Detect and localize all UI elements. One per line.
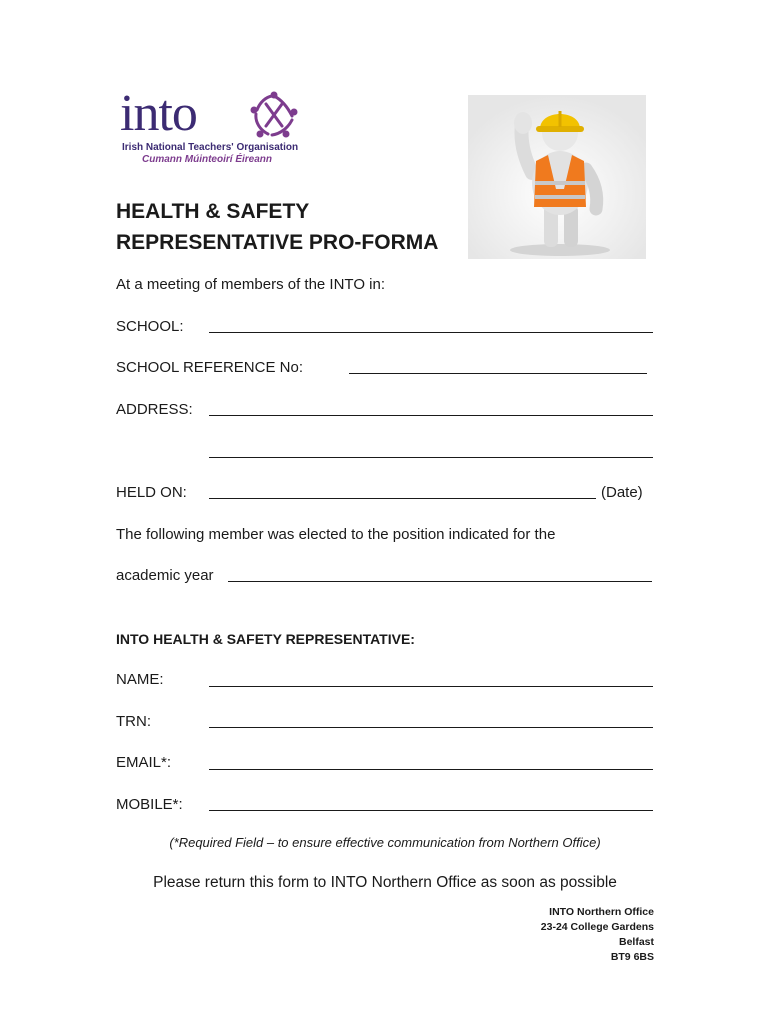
mobile-label: MOBILE*: <box>116 796 183 813</box>
address-field-line2[interactable] <box>209 457 653 458</box>
address-field-line1[interactable] <box>209 415 653 416</box>
form-title-line2: REPRESENTATIVE PRO-FORMA <box>116 231 439 254</box>
held-on-date-field[interactable] <box>209 498 596 499</box>
required-field-note: (*Required Field – to ensure effective communication from Northern Office) <box>169 835 601 850</box>
email-field[interactable] <box>209 769 653 770</box>
school-ref-label: SCHOOL REFERENCE No: <box>116 359 303 376</box>
date-suffix: (Date) <box>601 484 643 501</box>
name-label: NAME: <box>116 671 164 688</box>
logo-wordmark: into <box>120 85 197 142</box>
school-ref-field[interactable] <box>349 373 647 374</box>
address-label: ADDRESS: <box>116 401 193 418</box>
logo-org-name: Irish National Teachers' Organisation <box>122 142 299 153</box>
trn-field[interactable] <box>209 727 653 728</box>
office-address <box>541 905 654 965</box>
email-label: EMAIL*: <box>116 754 172 771</box>
into-logo <box>120 85 310 168</box>
rep-heading: INTO HEALTH & SAFETY REPRESENTATIVE: <box>116 631 415 647</box>
school-field[interactable] <box>209 332 653 333</box>
form-title <box>116 196 438 258</box>
name-field[interactable] <box>209 686 653 687</box>
school-label: SCHOOL: <box>116 318 184 335</box>
held-on-label: HELD ON: <box>116 484 187 501</box>
people-circle-icon <box>248 90 300 140</box>
intro-text: At a meeting of members of the INTO in: <box>116 276 386 293</box>
office-address-line4: BT9 6BS <box>610 951 654 963</box>
logo-org-name-irish: Cumann Múinteoirí Éireann <box>142 154 273 165</box>
office-address-line3: Belfast <box>618 936 654 948</box>
academic-year-field[interactable] <box>228 581 652 582</box>
office-address-line1: INTO Northern Office <box>549 906 654 918</box>
return-instruction: Please return this form to INTO Northern Office as soon as possible <box>153 874 617 891</box>
form-title-line1: HEALTH & SAFETY <box>116 200 310 223</box>
safety-worker-illustration <box>468 95 646 259</box>
elected-text: The following member was elected to the position indicated for the <box>116 526 556 543</box>
office-address-line2: 23-24 College Gardens <box>540 921 654 933</box>
mobile-field[interactable] <box>209 810 653 811</box>
academic-year-label: academic year <box>116 567 214 584</box>
trn-label: TRN: <box>116 713 151 730</box>
